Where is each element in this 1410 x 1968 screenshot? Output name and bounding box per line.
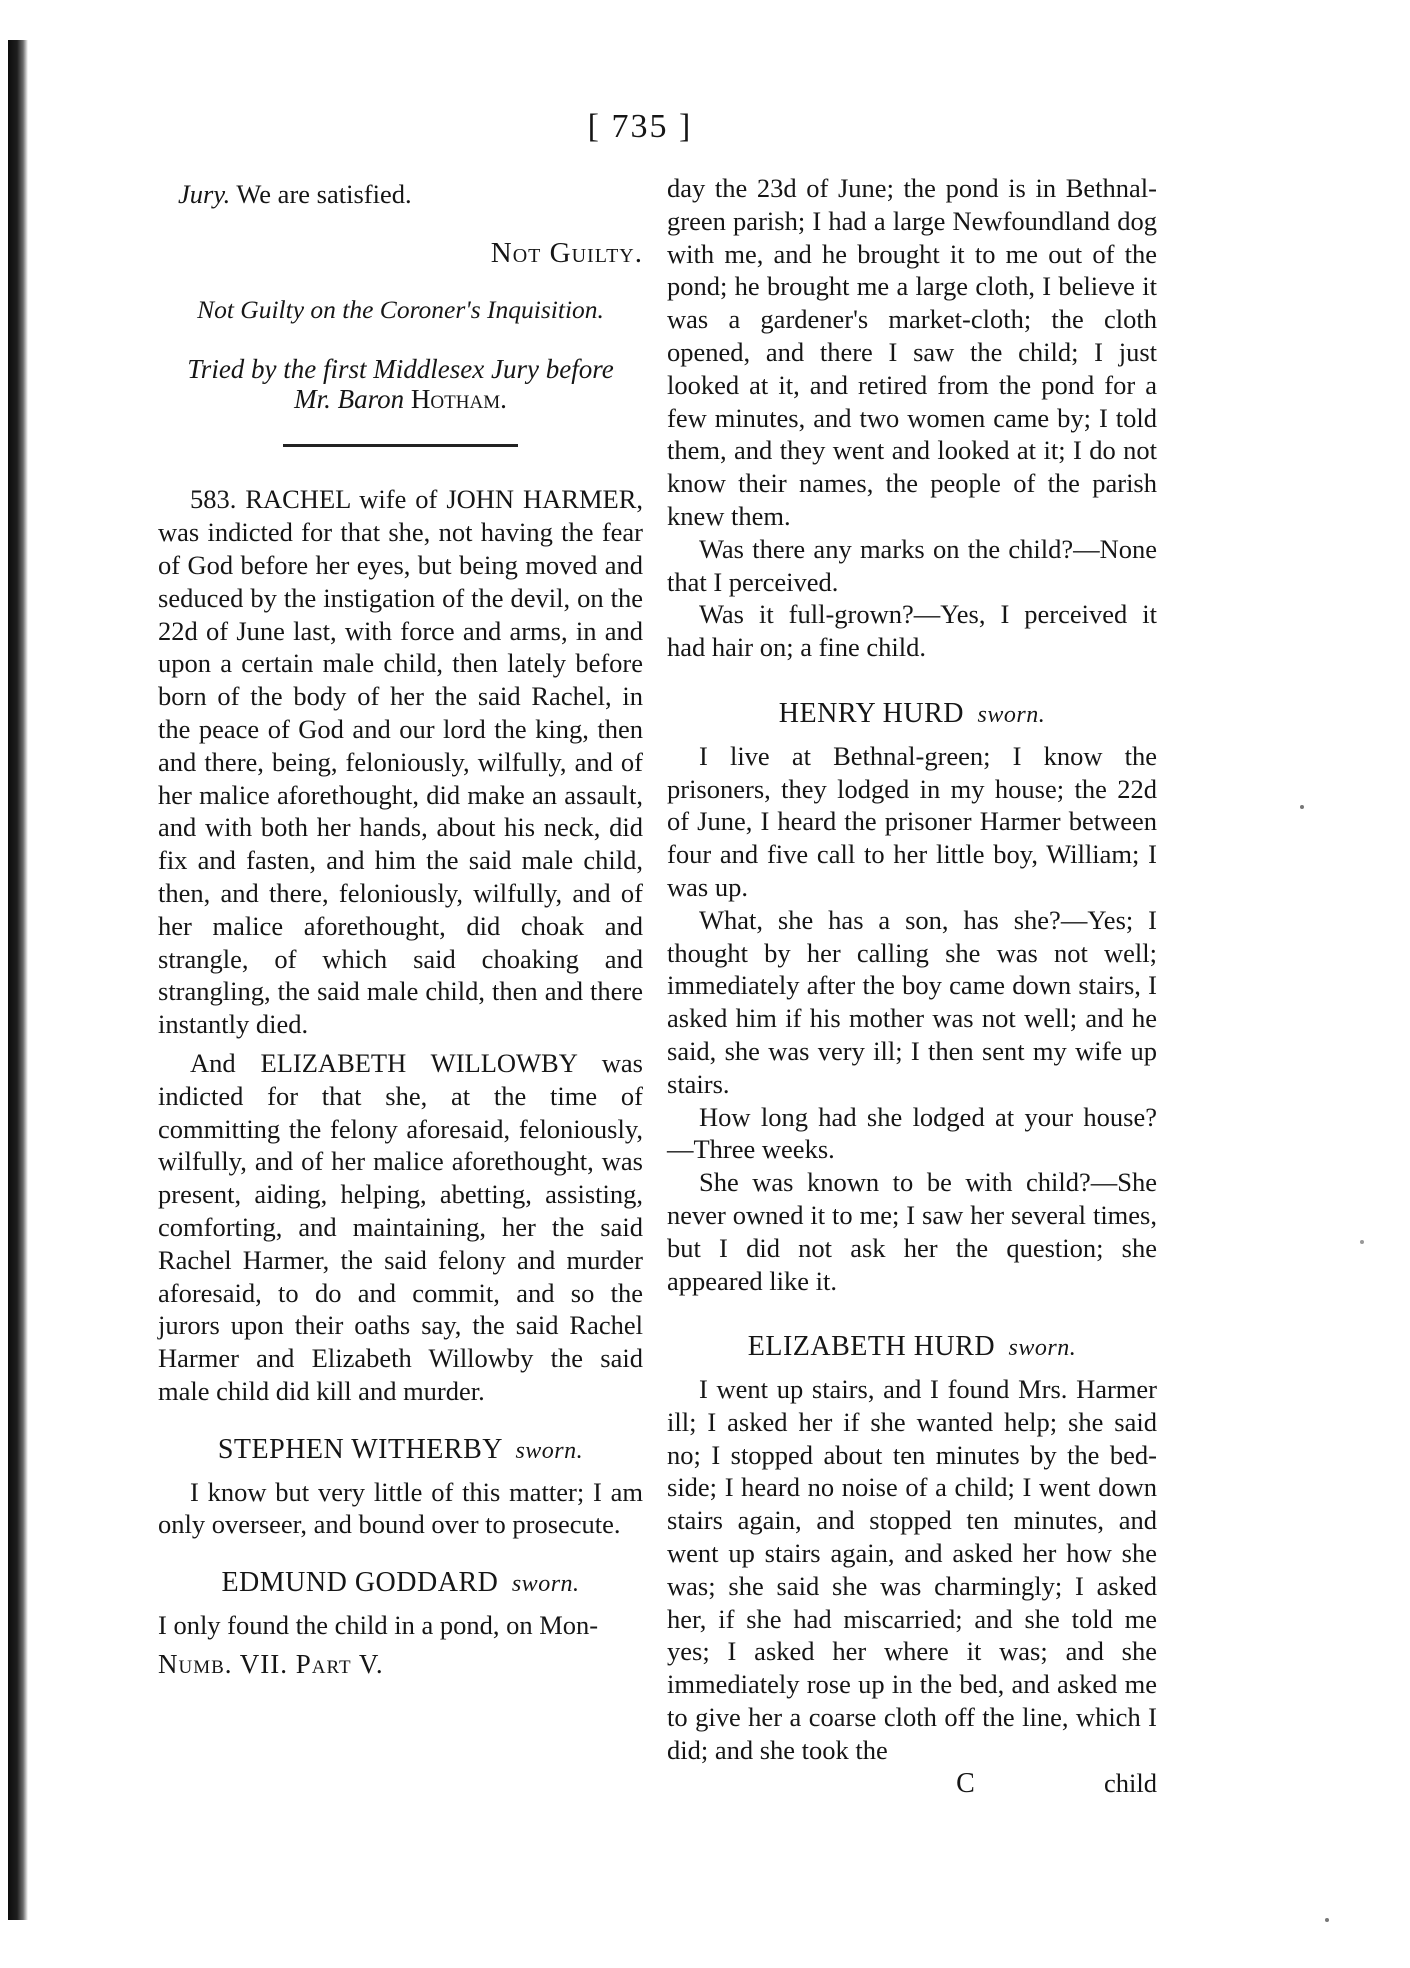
second-indictment-paragraph: And ELIZABETH WILLOWBY was indicted for that she, at the time of committing the felony aforesaid, feloniously, wilfully, and of her malice aforethought, was present, aiding, helping, abetting, assisting, comforting, and maintaining, her the said Rachel Harmer, the said felony and murder aforesaid, to do and commit, and so the jurors upon their oaths say, the said Rachel Harmer and Elizabeth Willowby the said male child did kill and murder. <box>158 1047 643 1406</box>
witness-heading-goddard <box>158 1567 643 1601</box>
witness-name: EDMUND GODDARD <box>221 1567 499 1599</box>
page-number: [ 735 ] <box>587 108 693 145</box>
witness-testimony: I live at Bethnal-green; I know the prisoners, they lodged in my house; the 22d of June, I heard the prisoner Harmer between four and five call to her little boy, William; I was up. <box>667 740 1157 902</box>
witness-testimony: I know but very little of this matter; I am only overseer, and bound over to prosecute. <box>158 1476 643 1540</box>
tried-judge-name: Hotham. <box>410 384 507 415</box>
sworn-label: sworn. <box>1008 1335 1077 1362</box>
verdict: Not Guilty. <box>490 236 643 269</box>
inquisition-note: Not Guilty on the Coroner's Inquisition. <box>197 294 604 324</box>
witness-heading-elizabeth-hurd <box>667 1331 1157 1365</box>
sworn-label: sworn. <box>511 1571 580 1598</box>
witness-testimony: I went up stairs, and I found Mrs. Harmer ill; I asked her if she wanted help; she said no; I stopped about ten minutes by the bed-side; I heard no noise of a child; I went down stairs again, and stopped ten minutes, and went up stairs again, and asked her how she was; she said she was charmingly; I asked her, if she had miscarried; and she told me yes; I asked her where it was; and she immediately rose up in the bed, and asked me to give her a coarse cloth off the line, which I did; and she took the <box>667 1374 1157 1765</box>
witness-name: HENRY HURD <box>778 697 964 729</box>
tried-before <box>158 354 643 414</box>
page-signature-line <box>667 1767 1157 1801</box>
witness-testimony: I only found the child in a pond, on Mon- <box>158 1609 599 1640</box>
witness-name: STEPHEN WITHERBY <box>217 1433 502 1465</box>
paper-speck <box>1360 1240 1364 1244</box>
issue-footer: Numb. VII. Part V. <box>158 1648 384 1679</box>
witness-name: ELIZABETH HURD <box>747 1331 996 1363</box>
right-column <box>667 172 1157 1800</box>
signature-mark: C <box>956 1767 975 1799</box>
question-answer: Was it full-grown?—Yes, I perceived it had hair on; a fine child. <box>667 599 1157 663</box>
tried-judge: Mr. Baron <box>294 384 405 415</box>
question-answer: What, she has a son, has she?—Yes; I thought by her calling she was not well; immediately after the boy came down stairs, I asked him if his mother was not well; and he said, she was very ill; I then sent my wife up stairs. <box>667 904 1157 1099</box>
section-rule <box>283 444 518 447</box>
indictment-paragraph: 583. RACHEL wife of JOHN HARMER, was indicted for that she, not having the fear of God before her eyes, but being moved and seduced by the instigation of the devil, on the 22d of June last, with force and arms, in and upon a certain male child, then lately before born of the body of her the said Rachel, in the peace of God and our lord the king, then and there, being, feloniously, wilfully, and of her malice aforethought, did make an assault, and with both her hands, about his neck, did fix and fasten, and him the said male child, then, and there, feloniously, wilfully, and of her malice aforethought, did choak and strangle, of which said choaking and strangling, the said male child, then and there instantly died. <box>158 484 643 1040</box>
question-answer: Was there any marks on the child?—None that I perceived. <box>667 533 1157 597</box>
question-answer: How long had she lodged at your house?—Three weeks. <box>667 1101 1157 1165</box>
paper-speck <box>1325 1918 1329 1922</box>
book-binding-edge <box>8 40 28 1920</box>
left-column <box>158 174 643 1680</box>
question-answer: She was known to be with child?—She never owned it to me; I saw her several times, but I did not ask her the question; she appeared like it. <box>667 1167 1157 1296</box>
sworn-label: sworn. <box>977 701 1046 728</box>
paper-speck <box>1300 805 1304 809</box>
witness-heading-witherby <box>158 1434 643 1468</box>
sworn-label: sworn. <box>515 1437 584 1464</box>
jury-label: Jury. <box>178 179 231 209</box>
tried-prefix: Tried by the first Middlesex Jury before <box>187 354 614 385</box>
jury-statement <box>178 178 643 211</box>
witness-heading-henry-hurd <box>667 698 1157 732</box>
jury-statement-text: We are satisfied. <box>236 179 412 209</box>
catchword: child <box>1104 1767 1157 1798</box>
continuation-paragraph: day the 23d of June; the pond is in Bethnal-green parish; I had a large Newfoundland dog with me, and he brought it to me out of the pond; he brought me a large cloth, I believe it was a gardener's market-cloth; the cloth opened, and there I saw the child; I just looked at it, and retired from the pond for a few minutes, and two women came by; I told them, and they went and looked at it; I do not know their names, the people of the parish knew them. <box>667 173 1157 531</box>
